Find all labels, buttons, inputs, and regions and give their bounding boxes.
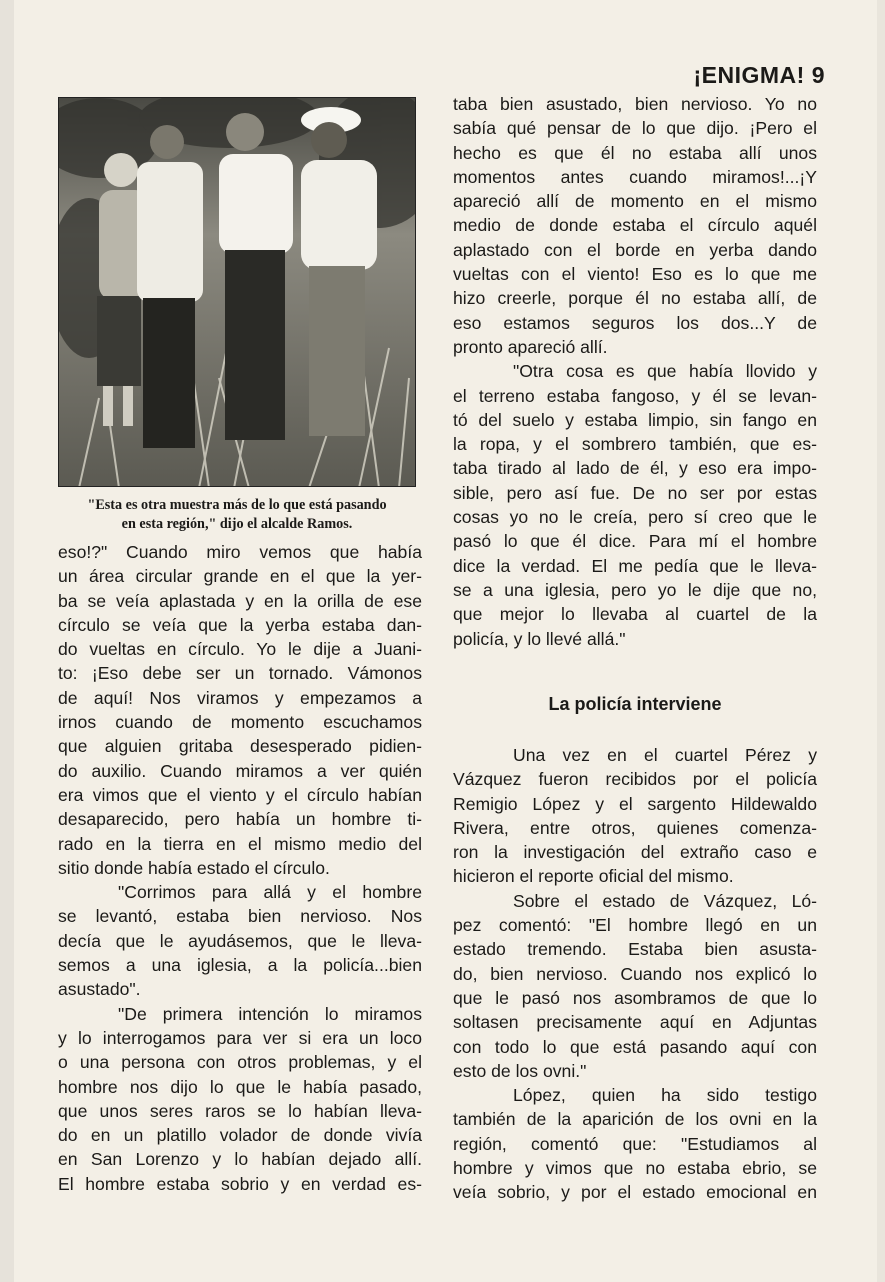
text-line: que le pasó nos asombramos de que lo (453, 987, 817, 1008)
text-line: ba se veía aplastada y en la orilla de ese (58, 590, 422, 611)
person-3 (219, 113, 293, 440)
page-header: ¡ENIGMA! 9 (693, 62, 825, 88)
text-line: Una vez en el cuartel Pérez y (513, 745, 817, 765)
text-line: soltasen precisamente aquí en Adjuntas (453, 1012, 817, 1033)
text-line: aplastado con el borde en yerba dando (453, 239, 817, 260)
text-line: apareció allí de momento en el mismo (453, 191, 817, 212)
text-line: rado en la tierra en el mismo medio del (58, 833, 422, 854)
text-line: hicieron el reporte oficial del mismo. (453, 866, 734, 887)
text-line: de aquí! Nos viramos y empezamos a (58, 687, 422, 708)
text-line: El hombre estaba sobrio y en verdad es- (58, 1173, 422, 1194)
text-line: eso estamos seguros los dos...Y de (453, 312, 817, 333)
text-line: tó del suelo y estaba limpio, sin fango en (453, 409, 817, 430)
text-line: hizo creerle, porque él no estaba allí, de (453, 288, 817, 309)
article-photo (58, 97, 416, 487)
text-line: círculo se veía que la yerba estaba dan- (58, 614, 422, 635)
text-line: Remigio López y el sargento Hildewaldo (453, 793, 817, 814)
caption-line: "Esta es otra muestra más de lo que está pasando (87, 497, 387, 513)
person-2 (137, 125, 203, 448)
text-line: medio de donde estaba el círculo aquél (453, 215, 817, 236)
text-line: sabía qué pensar de lo que dijo. ¡Pero el (453, 118, 817, 139)
text-line: sible, pero así fue. De no ser por estas (453, 482, 817, 503)
photo-illustration (59, 98, 416, 487)
text-line: la ropa, y el sombrero también, que es- (453, 434, 817, 455)
caption-line: en esta región," dijo el alcalde Ramos. (121, 516, 353, 532)
text-line: pez comentó: "El hombre llegó en un (453, 915, 817, 936)
text-line: pronto apareció allí. (453, 336, 608, 357)
text-line: que unos seres raros se lo habían lleva- (58, 1100, 422, 1121)
text-line: momentos antes cuando miramos!...¡Y (453, 166, 817, 187)
text-line: se a una iglesia, pero yo le dije que no, (453, 579, 817, 600)
text-line: se levantó, estaba bien nervioso. Nos (58, 906, 422, 927)
text-line: también de la aparición de los ovni en la (453, 1109, 817, 1130)
right-column-bottom (453, 743, 817, 1205)
text-line: Vázquez fueron recibidos por el policía (453, 769, 817, 790)
text-line: o una persona con otros problemas, y el (58, 1052, 422, 1073)
text-line: irnos cuando de momento escuchamos (58, 712, 422, 733)
text-line: eso!?" Cuando miro vemos que había (58, 542, 422, 562)
right-column-top (453, 92, 817, 651)
text-line: "Corrimos para allá y el hombre (118, 882, 422, 903)
text-line: estado tremendo. Estaba bien asusta- (453, 939, 817, 960)
text-line: hombre nos dijo lo que le había pasado, (58, 1076, 422, 1097)
text-line: hombre y vimos que no estaba ebrio, se (453, 1158, 817, 1179)
text-line: era vimos que el viento y el círculo habían (58, 784, 422, 805)
text-line: do vueltas en círculo. Yo le dije a Juani- (58, 639, 422, 660)
text-line: vueltas con el viento! Eso es lo que me (453, 264, 817, 285)
text-line: sitio donde había estado el círculo. (58, 857, 330, 878)
text-line: región, comentó que: "Estudiamos al (453, 1133, 817, 1154)
text-line: dice la verdad. El me pedía que le lleva- (453, 555, 817, 576)
text-line: un área circular grande en el que la yer- (58, 566, 422, 587)
text-line: ron la investigación del extraño caso e (453, 842, 817, 863)
left-column (58, 540, 422, 1196)
text-line: "Otra cosa es que había llovido y (513, 361, 817, 382)
text-line: decía que le ayudásemos, que le lleva- (58, 930, 422, 951)
text-line: policía, y lo llevé allá." (453, 628, 626, 649)
text-line: veía sobrio, y por el estado emocional en (453, 1182, 817, 1203)
text-line: cosas yo no le creía, pero sí creo que le (453, 507, 817, 528)
text-line: Sobre el estado de Vázquez, Ló- (513, 890, 817, 911)
text-line: desaparecido, pero había un hombre ti- (58, 809, 422, 830)
text-line: asustado". (58, 979, 141, 1000)
text-line: do auxilio. Cuando miramos a ver quién (58, 760, 422, 781)
text-line: taba tirado al lado de él, y eso era impo- (453, 458, 817, 479)
text-line: con todo lo que está pasando aquí con (453, 1036, 817, 1057)
text-line: "De primera intención lo miramos (118, 1003, 422, 1024)
text-line: semos a una iglesia, a la policía...bien (58, 955, 422, 976)
text-line: López, quien ha sido testigo (513, 1085, 817, 1106)
text-line: que alguien gritaba desesperado pidien- (58, 736, 422, 757)
text-line: hecho es que él no estaba allí unos (453, 142, 817, 163)
text-line: pasó lo que él dice. Para mí el hombre (453, 531, 817, 552)
section-heading: La policía interviene (548, 694, 722, 714)
text-line: y lo interrogamos para ver si era un loco (58, 1027, 422, 1048)
text-line: esto de los ovni." (453, 1060, 587, 1081)
text-line: taba bien asustado, bien nervioso. Yo no (453, 94, 817, 114)
text-line: en San Lorenzo y lo habían dejado allí. (58, 1149, 422, 1170)
text-line: que mejor lo llevaba al cuartel de la (453, 604, 817, 625)
text-line: el terreno estaba fangoso, y él se levan- (453, 385, 817, 406)
text-line: do en un platillo volador de donde vivía (58, 1125, 422, 1146)
text-line: Rivera, entre otros, quienes comenza- (453, 817, 817, 838)
photo-caption (48, 496, 426, 534)
text-line: to: ¡Eso debe ser un tornado. Vámonos (58, 663, 422, 684)
text-line: do, bien nervioso. Cuando nos explicó lo (453, 963, 817, 984)
